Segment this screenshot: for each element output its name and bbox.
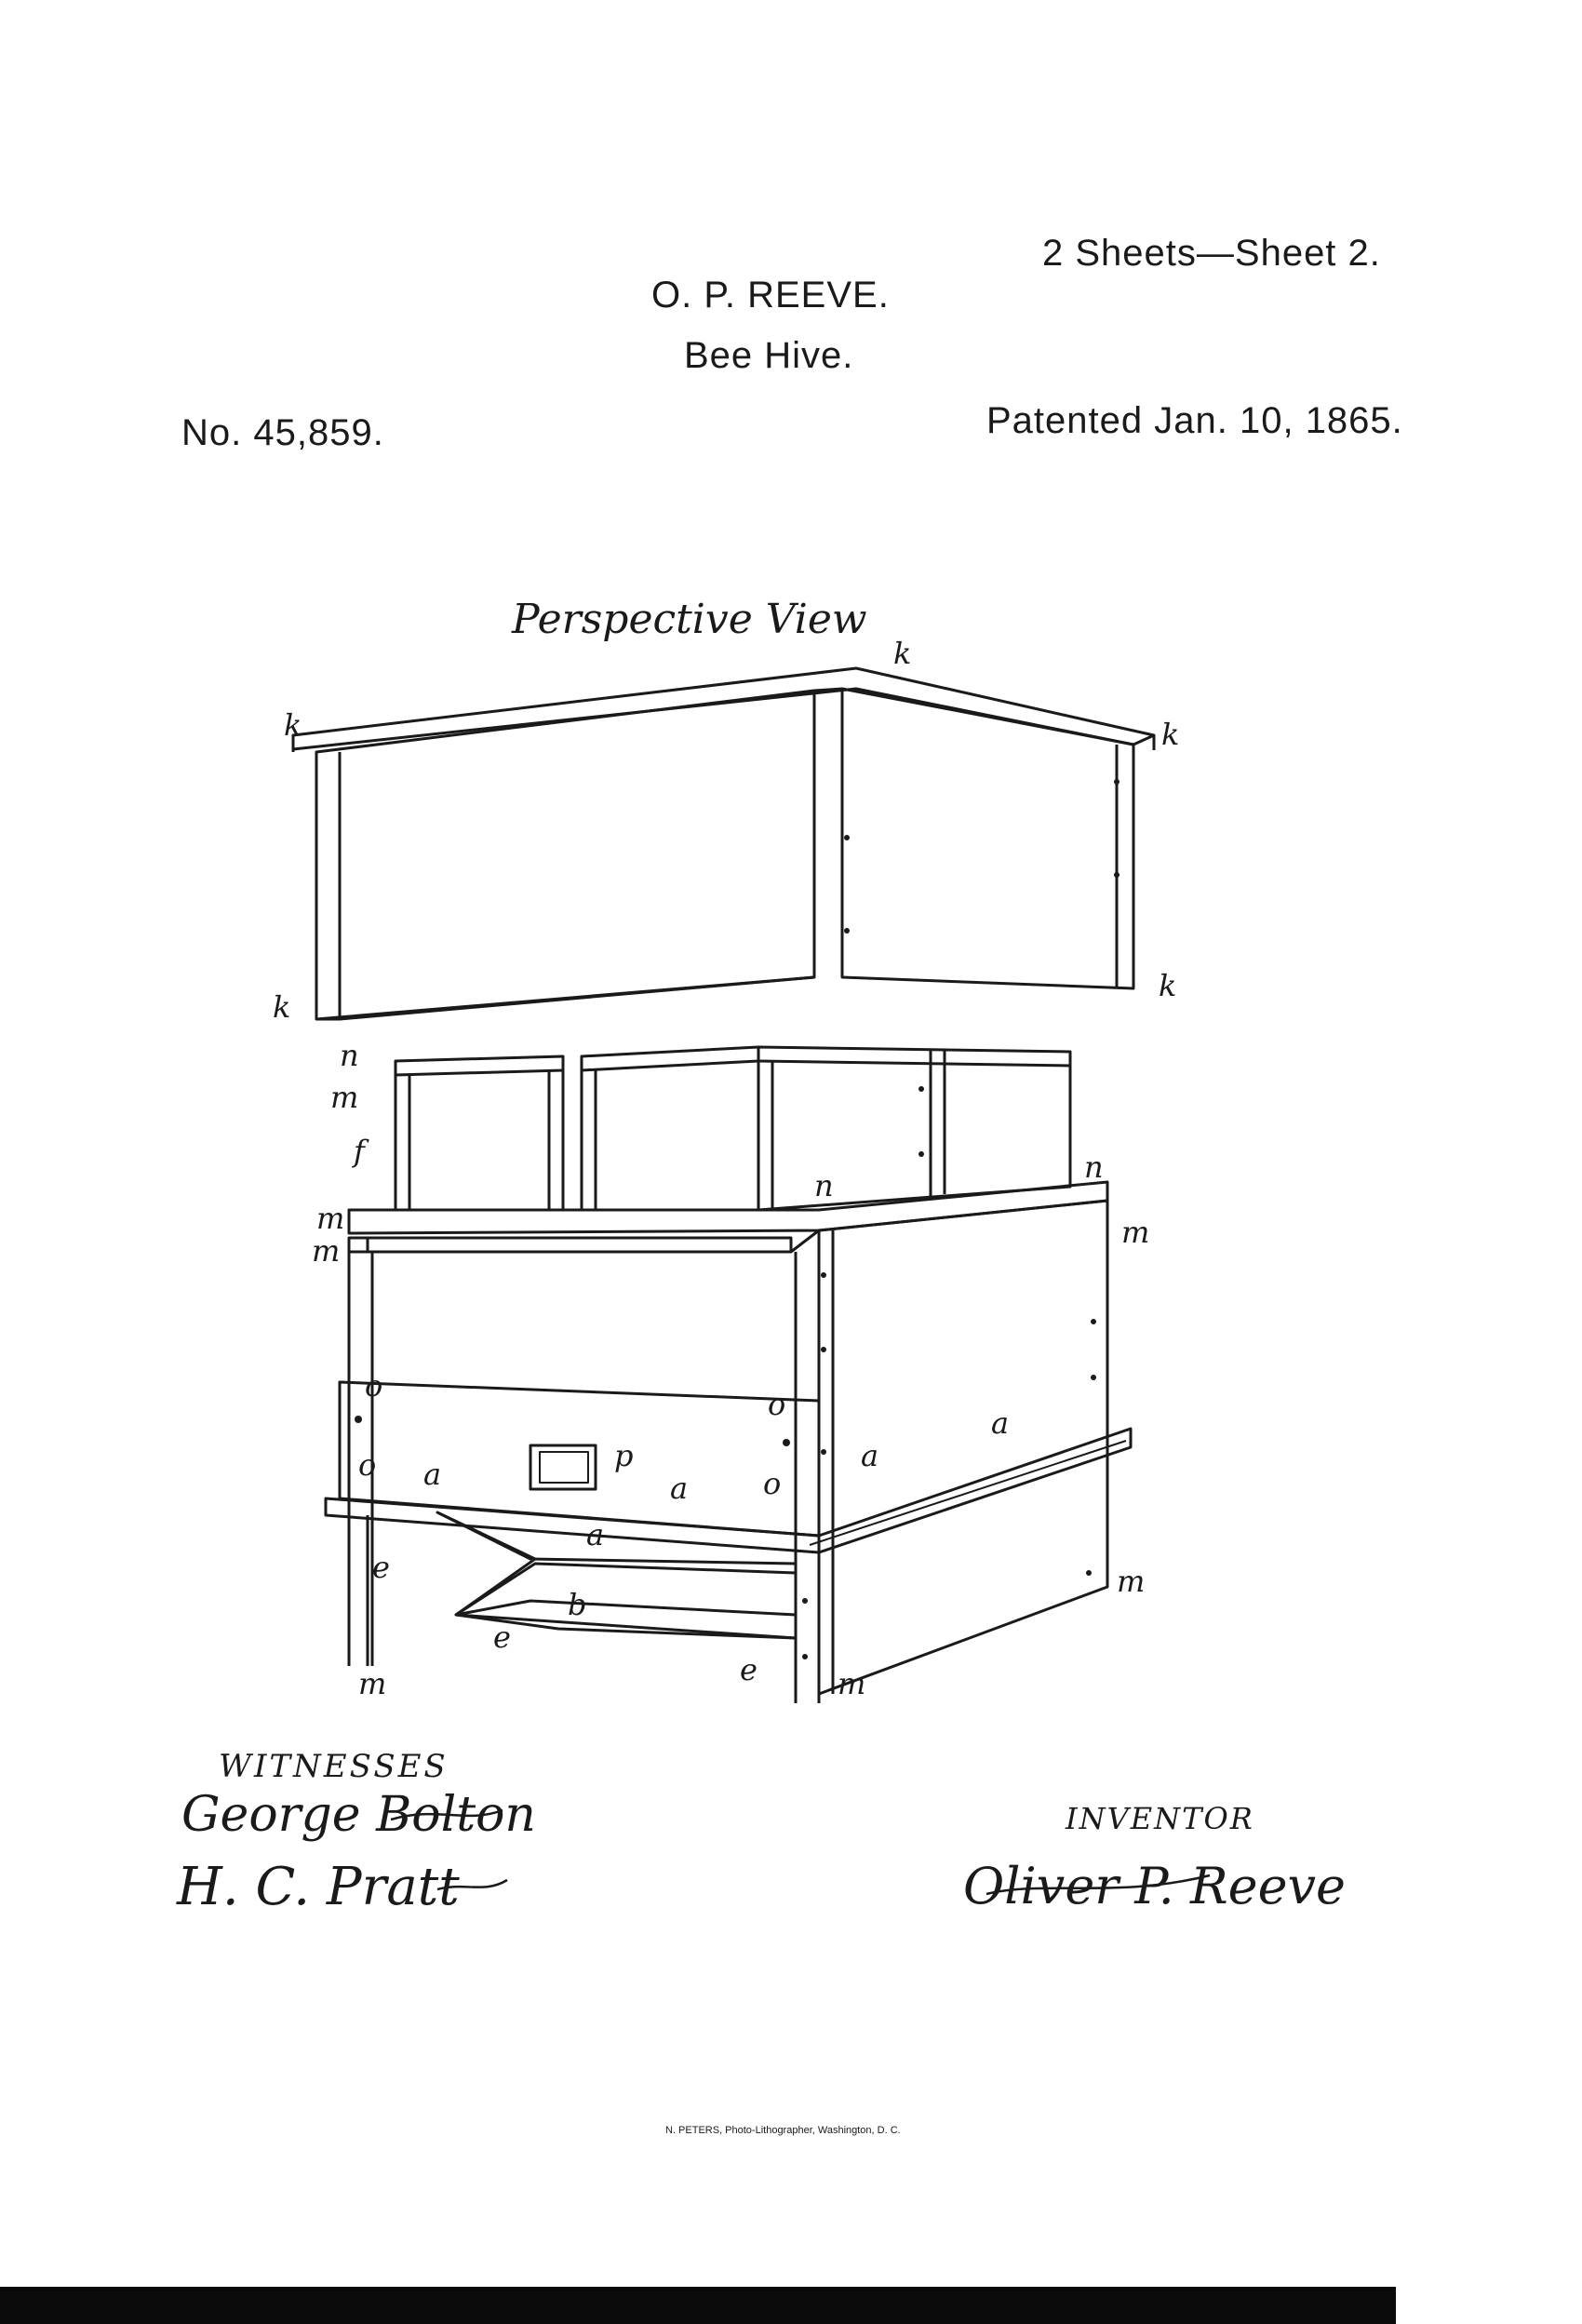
label-f: f [354, 1134, 365, 1169]
label-m-bottom-right: m [838, 1666, 866, 1701]
label-o-1: o [365, 1368, 383, 1404]
label-n-right: n [1084, 1149, 1104, 1185]
label-k-left-bottom: k [273, 989, 291, 1025]
label-m-left-1: m [330, 1080, 359, 1115]
label-o-4: o [763, 1466, 782, 1501]
label-n-center: n [814, 1168, 834, 1203]
label-m-right-2: m [1117, 1564, 1146, 1599]
label-n-left: n [340, 1038, 359, 1073]
sheet-count: 2 Sheets—Sheet 2. [1042, 233, 1381, 274]
witnesses-label: WITNESSES [219, 1748, 449, 1785]
label-e-bottom: e [493, 1619, 511, 1655]
label-a-1: a [423, 1457, 442, 1492]
lithographer-credit: N. PETERS, Photo-Lithographer, Washington, D. C. [665, 2125, 901, 2136]
scan-border-bar [0, 2287, 1396, 2324]
label-o-2: o [358, 1447, 377, 1483]
label-m-right-1: m [1121, 1215, 1150, 1250]
label-m-left-3: m [312, 1233, 341, 1269]
label-b: b [568, 1587, 587, 1622]
label-a-3: a [861, 1438, 879, 1473]
inventor-name-heading: O. P. REEVE. [651, 275, 890, 316]
label-m-bottom-left: m [358, 1666, 387, 1701]
label-e-left: e [372, 1550, 390, 1585]
label-o-3: o [768, 1387, 786, 1422]
patent-date: Patented Jan. 10, 1865. [986, 400, 1403, 441]
hive-body [326, 1182, 1131, 1703]
label-a-5: a [586, 1517, 605, 1552]
patent-number: No. 45,859. [181, 412, 384, 453]
hive-lid [293, 668, 1154, 1019]
label-m-left-2: m [316, 1201, 345, 1236]
label-k-left-top: k [284, 707, 302, 743]
label-p: p [614, 1438, 634, 1473]
upper-boxes [396, 1047, 1070, 1210]
label-a-2: a [670, 1471, 689, 1506]
inventor-label: INVENTOR [1066, 1801, 1254, 1836]
label-k-right-bottom: k [1159, 968, 1177, 1003]
label-e-right: e [740, 1652, 757, 1687]
witness-signature-2: H. C. Pratt [177, 1857, 460, 1917]
patent-title: Bee Hive. [684, 335, 854, 376]
inventor-signature: Oliver P. Reeve [963, 1857, 1347, 1915]
label-k-top: k [893, 636, 912, 671]
witness-signature-1: George Bolton [181, 1787, 536, 1843]
label-k-right-top: k [1161, 717, 1180, 752]
label-a-4: a [991, 1405, 1010, 1441]
figure-caption: Perspective View [512, 596, 867, 643]
